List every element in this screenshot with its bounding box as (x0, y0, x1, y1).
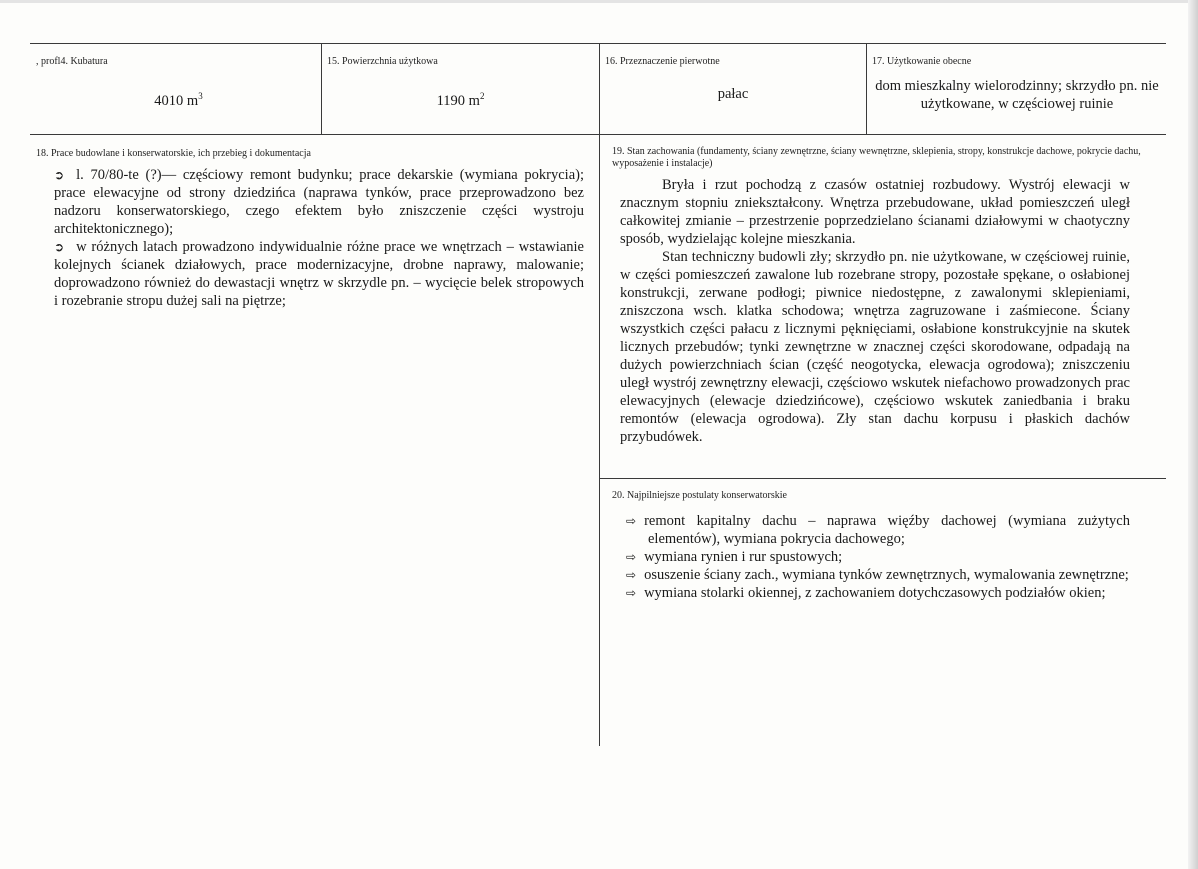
section18-list (54, 166, 584, 310)
cell15-sup: 2 (479, 91, 485, 101)
arrow-right-icon: ➲ (54, 168, 65, 182)
arrow-right-icon: ➲ (54, 240, 65, 254)
table-top-border (30, 43, 1166, 44)
section18-label: 18. Prace budowlane i konserwatorskie, ich przebieg i dokumentacja (36, 148, 311, 159)
cell14-label: , profl4. Kubatura (36, 56, 108, 67)
cell17-label: 17. Użytkowanie obecne (872, 56, 972, 67)
hollow-arrow-right-icon: ⇨ (626, 550, 637, 564)
list-item (624, 512, 1130, 548)
cell15-label: 15. Powierzchnia użytkowa (327, 56, 438, 67)
cell15-value (322, 87, 599, 110)
list-item (624, 548, 1130, 566)
section18-item-2: w różnych latach prowadzono indywidualnie różne prace we wnętrzach – wstawianie kolejnych ścianek działowych, prace modernizacyjne, drobne naprawy, malowanie; doprowadzono również do dewastacji wnętrz w skrzydle pn. – wycięcie belek stropowych i rozebranie stropu dużej sali na piętrze; (54, 239, 584, 309)
list-item (624, 584, 1130, 602)
cell14-sup: 3 (198, 91, 203, 101)
row1-bottom-border (30, 134, 1166, 135)
section20-item-4: wymiana stolarki okiennej, z zachowaniem dotychczasowych podziałów okien; (644, 585, 1106, 601)
list-item (54, 238, 584, 310)
section18-item-1: l. 70/80-te (?)— częściowy remont budynku; prace dekarskie (wymiana pokrycia); prace elewacyjne od strony dziedzińca (naprawa tynków, prace przeprowadzono bez nadzoru konserwatorskiego, czego efektem było zniszczenie części wystroju architektonicznego); (54, 167, 584, 237)
section19-paragraph-2: Stan techniczny budowli zły; skrzydło pn. nie użytkowane, w częściowej ruinie, w części pomieszczeń zawalone lub rozebrane stropy, pozostałe spękane, o osłabionej konstrukcji, zerwane podłogi; piwnice niedostępne, z zawalonymi sklepieniami, zniszczona wsch. klatka schodowa; wnętrza zagruzowane i zaśmiecone. Ściany wszystkich części pałacu z licznymi pęknięciami, osłabione konstrukcyjnie na skutek licznych przebudów; tynki zewnętrzne w znacznej części skorodowane, odpadają na dużych powierzchniach ścian (część neogotycka, elewacja ogrodowa); zniszczeniu uległ wystrój zewnętrzny elewacji, częściowo wskutek niefachowo prowadzonych prac elewacyjnych (elewacje dziedzińcowe), częściowo wskutek zaniedbania i braku remontów (elewacja ogrodowa). Zły stan dachu korpusu i płaskich dachów przybudówek. (620, 249, 1130, 445)
section20-item-1: remont kapitalny dachu – naprawa więźby dachowej (wymiana zużytych elementów), wymiana pokrycia dachowego; (644, 513, 1130, 547)
section19-paragraph-1: Bryła i rzut pochodzą z czasów ostatniej rozbudowy. Wystrój elewacji w znacznym stopniu zniekształcony. Wnętrza przebudowane, układ pomieszczeń uległ całkowitej zmianie – przestrzenie poprzedzielano ścianami działowymi w chaotyczny sposób, wydzielając kolejne mieszkania. (620, 177, 1130, 247)
col-divider-main (599, 43, 600, 746)
page-edge-right (1188, 0, 1198, 869)
section20-list (624, 512, 1130, 602)
section19-bottom-border (599, 478, 1166, 479)
list-item (624, 566, 1130, 584)
cell17-value: dom mieszkalny wielorodzinny; skrzydło pn. nie użytkowane, w częściowej ruinie (875, 78, 1159, 112)
cell14-number: 4010 m (154, 92, 199, 109)
col-divider-3 (866, 43, 867, 135)
cell14-value (36, 87, 321, 110)
section20-label: 20. Najpilniejsze postulaty konserwatorskie (612, 490, 787, 501)
page-edge-top (0, 0, 1198, 3)
cell16-label: 16. Przeznaczenie pierwotne (605, 56, 720, 67)
cell16-value: pałac (717, 86, 749, 102)
section20-item-2: wymiana rynien i rur spustowych; (644, 549, 843, 565)
list-item (54, 166, 584, 238)
cell15-number: 1190 m (436, 92, 480, 109)
section19-label: 19. Stan zachowania (fundamenty, ściany zewnętrzne, ściany wewnętrzne, sklepienia, stropy, konstrukcje dachowe, pokrycie dachu, wyposażenie i instalacje) (612, 146, 1141, 169)
hollow-arrow-right-icon: ⇨ (626, 586, 637, 600)
section20-item-3: osuszenie ściany zach., wymiana tynków zewnętrznych, wymalowania zewnętrzne; (644, 567, 1129, 583)
hollow-arrow-right-icon: ⇨ (626, 568, 637, 582)
section19-text (620, 176, 1130, 446)
hollow-arrow-right-icon: ⇨ (626, 514, 637, 528)
